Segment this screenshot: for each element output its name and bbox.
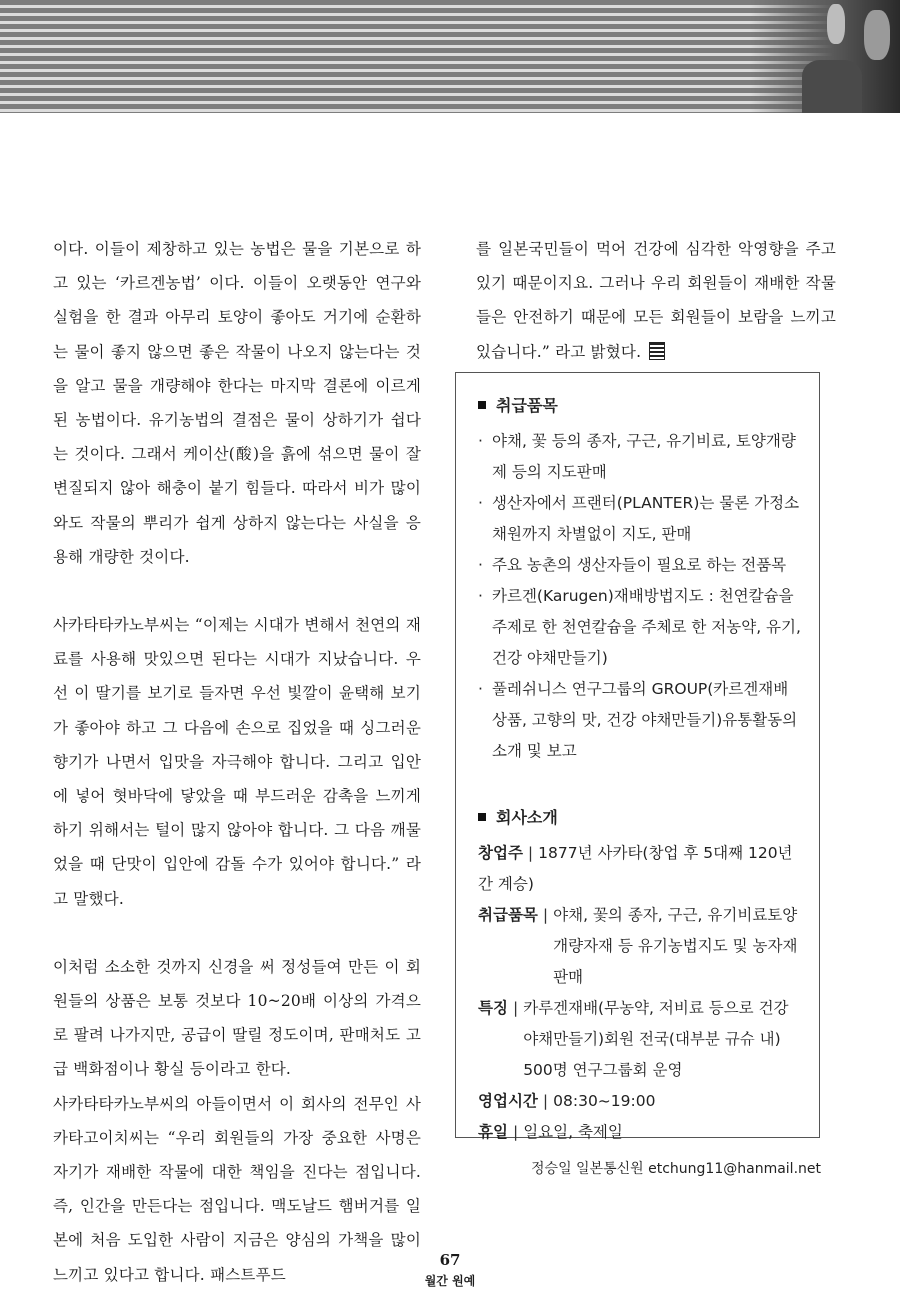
list-item [478,581,801,674]
company-row [478,838,801,900]
list-item [478,550,801,581]
item-text: 주요 농촌의 생산자들이 필요로 하는 전품목 [492,556,787,574]
company-value: 1877년 사카타(창업 후 5대째 120년간 계승) [478,844,793,893]
company-value: 야채, 꽃의 종자, 구근, 유기비료토양개량자재 등 유기농법지도 및 농자재 판매 [553,906,798,986]
paragraph: 이처럼 소소한 것까지 신경을 써 정성들여 만든 이 회원들의 상품은 보통 것보다 10~20배 이상의 가격으로 팔려 나가지만, 공급이 딸릴 정도이며, 판매처도 고급 백화점이나 황실 등이라고 한다. [53,957,421,1079]
paragraph: 사카타타카노부씨는 “이제는 시대가 변해서 천연의 재료를 사용해 맛있으면 된다는 시대가 지났습니다. 우선 이 딸기를 보기로 들자면 우선 빛깔이 윤택해 보기가 좋아야 하고 그 다음에 손으로 집었을 때 싱그러운 향기가 나면서 입맛을 자극해야 합니다. 그리고 입안에 넣어 혓바닥에 닿았을 때 부드러운 감촉을 느끼게 하기 위해서는 털이 많지 않아야 합니다. 그 다음 깨물었을 때 단맛이 입안에 감돌 수가 있어야 합니다.” 라고 말했다. [53,616,421,908]
company-value: 카루겐재배(무농약, 저비료 등으로 건강야채만들기)회원 전국(대부분 규슈 내) 500명 연구그룹회 운영 [523,999,789,1079]
products-title: 취급품목 [496,396,558,415]
paragraph: 이다. 이들이 제창하고 있는 농법은 물을 기본으로 하고 있는 ‘카르겐농법’ 이다. 이들이 오랫동안 연구와 실험을 한 결과 아무리 토양이 좋아도 거기에 순환하는 물이 좋지 않으면 좋은 작물이 나오지 않는다는 것을 알고 물을 개량해야 한다는 마지막 결론에 이르게 된 농법이다. 유기농법의 결점은 물이 상하기가 쉽다는 것이다. 그래서 케이산(酸)을 흙에 섞으면 물이 잘 변질되지 않아 해충이 붙기 힘들다. 따라서 비가 많이 와도 작물의 뿌리가 쉽게 상하지 않는다는 사실을 응용해 개량한 것이다. [53,240,421,566]
list-item [478,488,801,550]
bullet: · [478,494,483,512]
header-banner [0,0,900,113]
bullet: · [478,680,483,698]
info-box [455,372,820,1141]
end-mark-icon [649,342,665,360]
right-column [476,232,836,369]
company-key: 취급품목 [478,906,538,924]
paragraph-end [476,232,836,369]
magazine-name: 월간 원예 [424,1274,476,1288]
products-section-title [478,393,801,416]
company-title: 회사소개 [496,808,558,827]
left-column [53,232,421,1292]
separator: | [542,1092,549,1110]
separator: | [542,906,549,924]
bullet: · [478,432,483,450]
bullet: · [478,556,483,574]
paragraph: 사카타타카노부씨의 아들이면서 이 회사의 전무인 사카타고이치씨는 “우리 회원들의 가장 중요한 사명은 자기가 재배한 작물에 대한 책임을 진다는 점입니다. 즉, 인간을 만든다는 점입니다. 맥도날드 햄버거를 일본에 처음 도입한 사람이 지금은 양심의 가책을 많이 느끼고 있다고 합니다. 패스트푸드 [53,1094,421,1284]
company-value: 08:30~19:00 [553,1092,656,1110]
company-section-title [478,805,801,828]
item-text: 야채, 꽃 등의 종자, 구근, 유기비료, 토양개량제 등의 지도판매 [492,432,796,481]
page-number: 67 [439,1251,461,1269]
company-row [478,1117,801,1148]
list-item [478,674,801,767]
company-key: 휴일 [478,1123,508,1141]
separator: | [527,844,534,862]
separator: | [512,999,519,1017]
header-photo [750,0,900,113]
company-row [478,900,801,993]
item-text: 카르겐(Karugen)재배방법지도 : 천연칼슘을 주제로 한 천연칼슘을 주체로 한 저농약, 유기, 건강 야채만들기) [492,587,801,667]
products-list [478,426,801,767]
bullet: · [478,587,483,605]
square-bullet-icon [478,401,486,409]
list-item [478,426,801,488]
company-value: 일요일, 축제일 [523,1123,623,1141]
company-key: 창업주 [478,844,523,862]
company-info [478,838,801,1148]
company-key: 특징 [478,999,508,1017]
item-text: 풀레쉬니스 연구그룹의 GROUP(카르겐재배 상품, 고향의 맛, 건강 야채만들기)유통활동의 소개 및 보고 [492,680,798,760]
company-row [478,1086,801,1117]
paragraph-text: 를 일본국민들이 먹어 건강에 심각한 악영향을 주고 있기 때문이지요. 그러나 우리 회원들이 재배한 작물들은 안전하기 때문에 모든 회원들이 보람을 느끼고 있습니다.” 라고 밝혔다. [476,240,836,361]
company-row [478,993,801,1086]
item-text: 생산자에서 프랜터(PLANTER)는 물론 가정소채원까지 차별없이 지도, 판매 [492,494,800,543]
separator: | [512,1123,519,1141]
company-key: 영업시간 [478,1092,538,1110]
square-bullet-icon [478,813,486,821]
byline: 정승일 일본통신원 etchung11@hanmail.net [531,1161,821,1177]
